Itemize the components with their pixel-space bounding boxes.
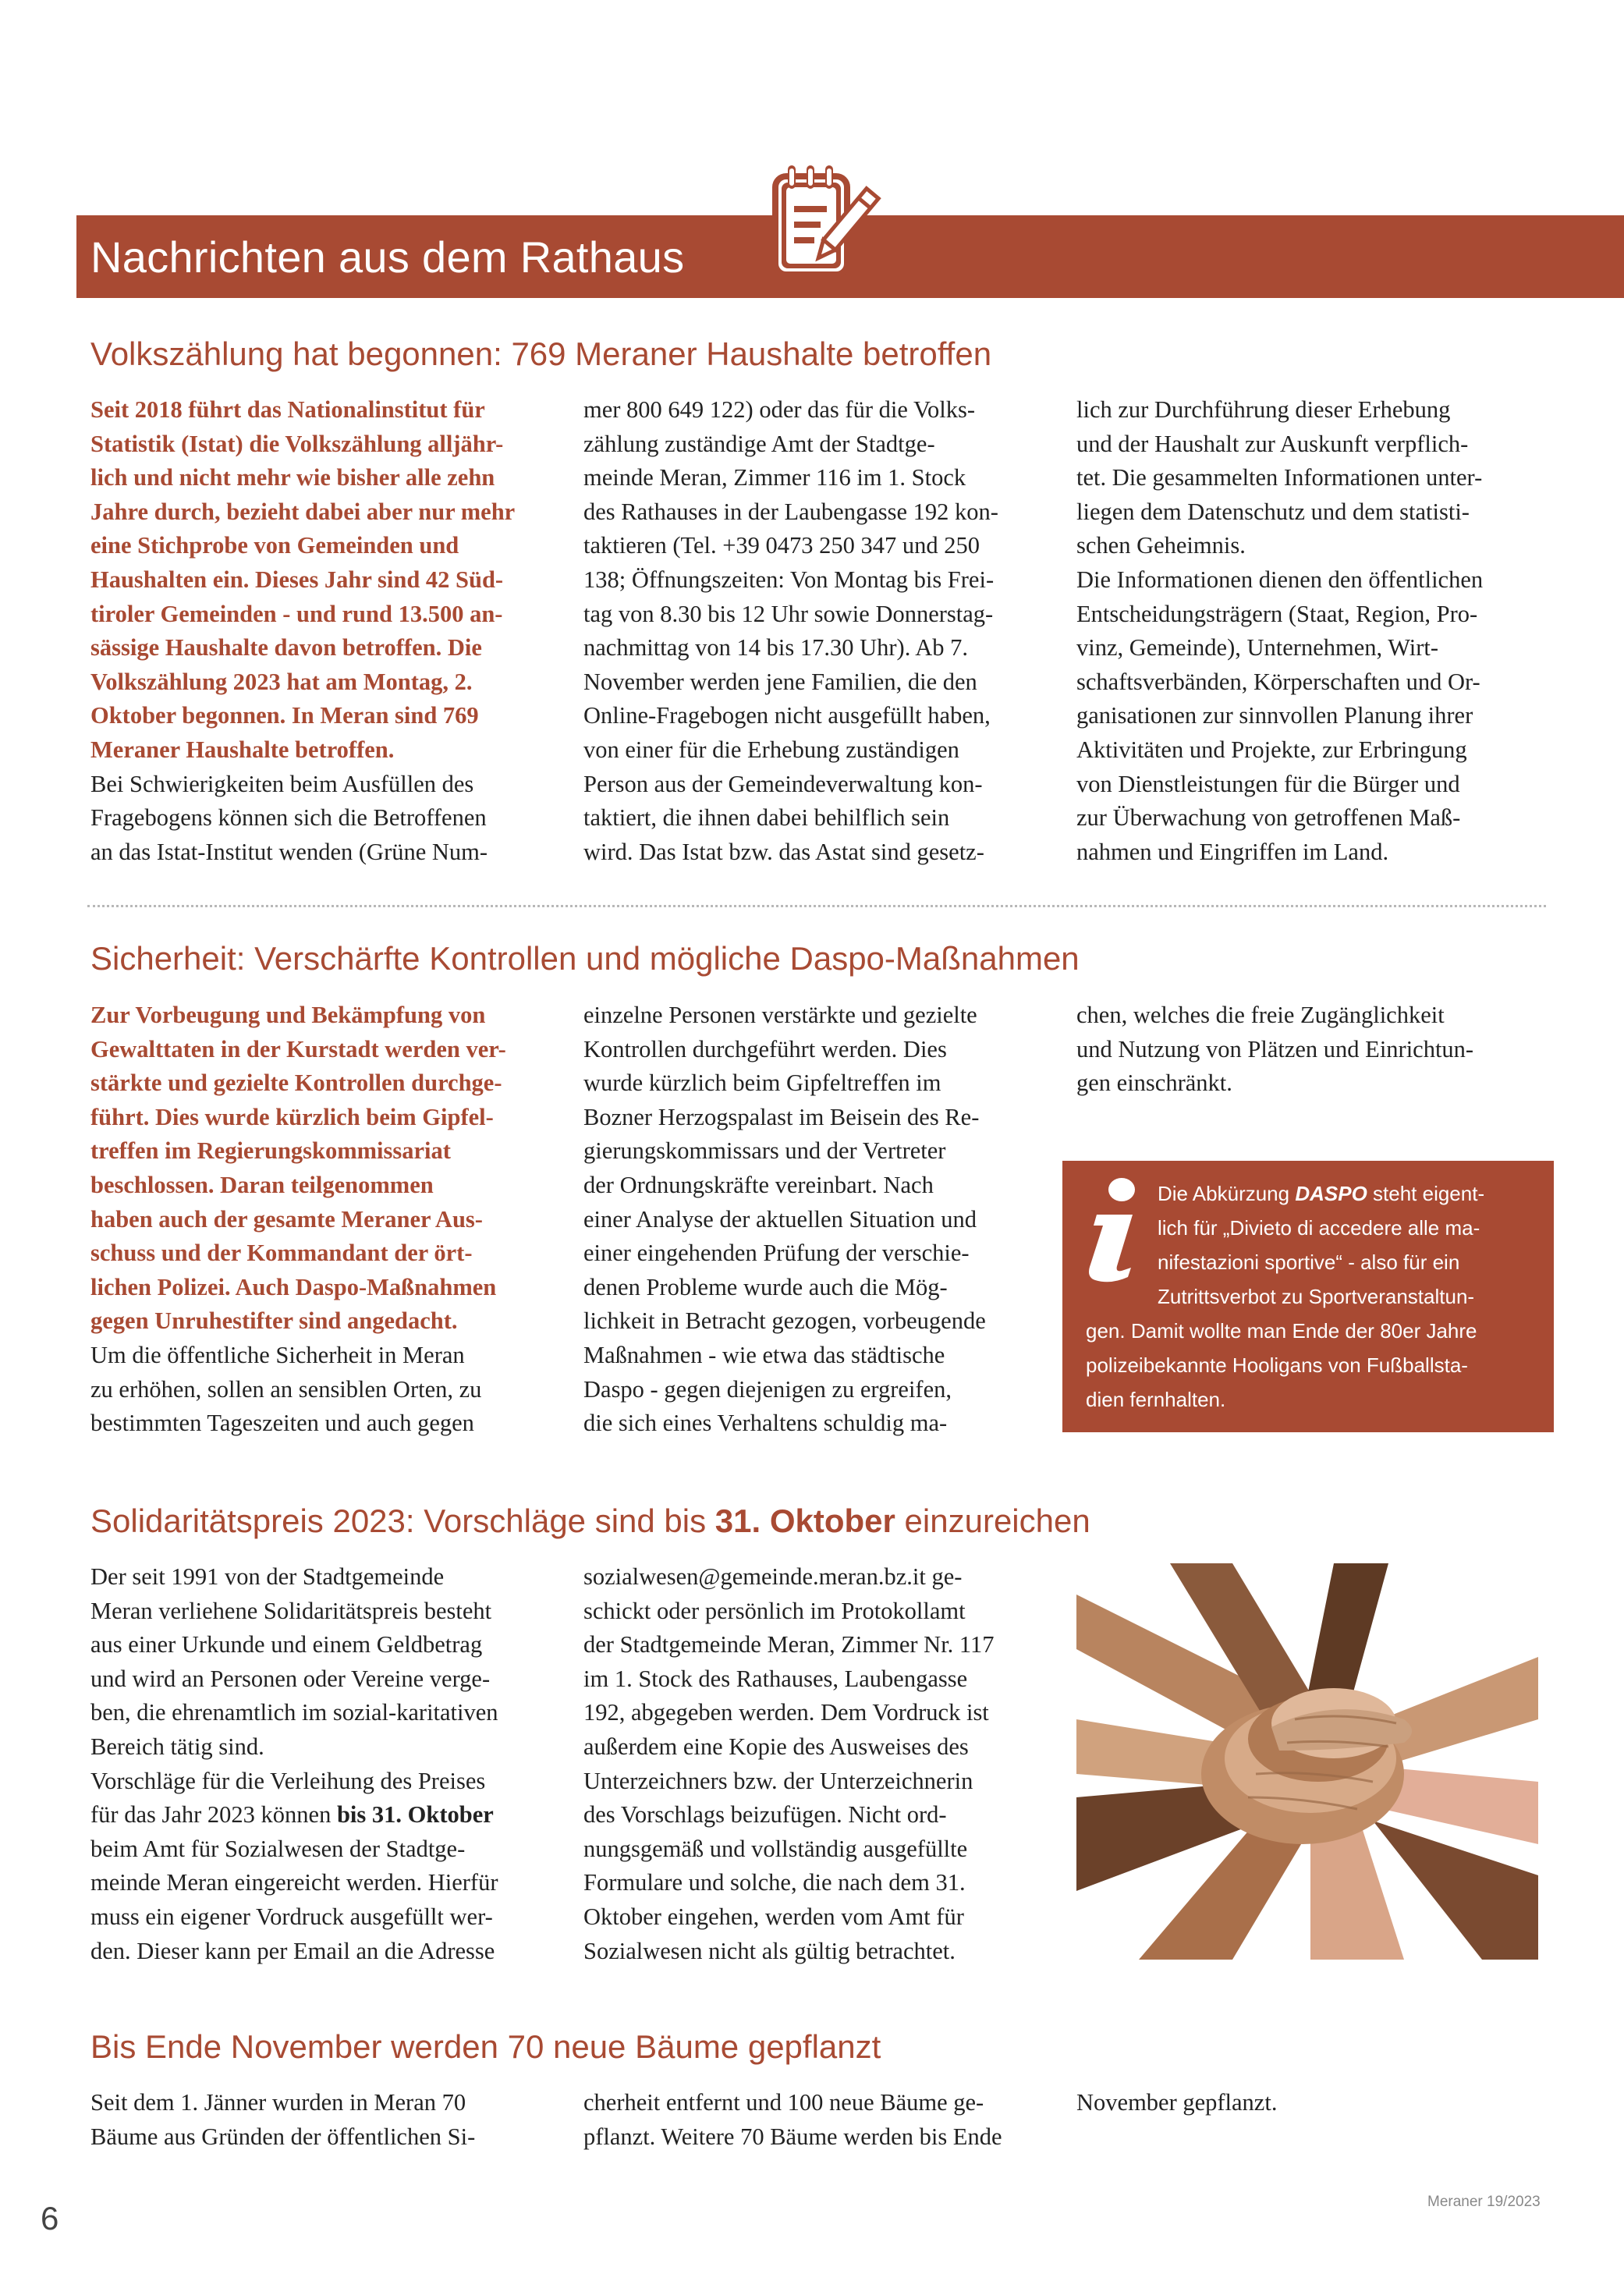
text-line: Haushalten ein. Dieses Jahr sind 42 Süd- — [90, 566, 504, 593]
text-line: Oktober begonnen. In Meran sind 769 — [90, 702, 479, 729]
text-line: wird. Das Istat bzw. das Astat sind gesetz- — [583, 838, 984, 865]
text-line: zur Überwachung von getroffenen Maß- — [1076, 804, 1461, 832]
text-line: gierungskommissars und der Vertreter — [583, 1137, 946, 1165]
text-line: einer eingehenden Prüfung der verschie- — [583, 1240, 970, 1267]
text-line: im 1. Stock des Rathauses, Laubengasse — [583, 1665, 968, 1692]
text-line: sozialwesen@gemeinde.meran.bz.it ge- — [583, 1563, 963, 1590]
text-line: von einer für die Erhebung zuständigen — [583, 736, 959, 763]
page-number: 6 — [41, 2200, 59, 2237]
text-line: Volkszählung 2023 hat am Montag, 2. — [90, 668, 473, 695]
text-line: des Rathauses in der Laubengasse 192 kon- — [583, 498, 998, 525]
daspo-abbreviation: DASPO — [1295, 1182, 1367, 1205]
text-line: gen einschränkt. — [1076, 1070, 1232, 1097]
text-line: lich zur Durchführung dieser Erhebung — [1076, 396, 1451, 423]
stacked-hands-photo — [1076, 1563, 1538, 1960]
text-line: bestimmten Tageszeiten und auch gegen — [90, 1410, 474, 1437]
text-line: lich für „Divieto di accedere alle ma- — [1158, 1216, 1480, 1240]
notepad-pen-icon — [764, 159, 881, 292]
article-column-1 — [90, 999, 558, 1441]
text-fragment: steht eigent- — [1367, 1182, 1485, 1205]
text-line: den. Dieser kann per Email an die Adresse — [90, 1937, 495, 1964]
text-line: Seit dem 1. Jänner wurden in Meran 70 — [90, 2089, 466, 2116]
info-i-icon — [1076, 1174, 1147, 1283]
section-title-solidaritaetspreis — [90, 1502, 1090, 1540]
text-line: Maßnahmen - wie etwa das städtische — [583, 1341, 945, 1368]
article-column-3 — [1076, 393, 1560, 869]
text-line: lichkeit in Betracht gezogen, vorbeugende — [583, 1307, 986, 1335]
text-line: Bozner Herzogspalast im Beisein des Re- — [583, 1103, 980, 1130]
text-line: außerdem eine Kopie des Ausweises des — [583, 1733, 969, 1760]
text-line: Zur Vorbeugung und Bekämpfung von — [90, 1002, 486, 1028]
text-line: treffen im Regierungskommissariat — [90, 1137, 451, 1165]
text-line: pflanzt. Weitere 70 Bäume werden bis Ende — [583, 2123, 1002, 2150]
text-line: und der Haushalt zur Auskunft verpflich- — [1076, 430, 1469, 457]
text-line: wurde kürzlich beim Gipfeltreffen im — [583, 1070, 941, 1097]
text-line: stärkte und gezielte Kontrollen durchge- — [90, 1070, 502, 1097]
article-column-3 — [1076, 999, 1560, 1101]
text-line: liegen dem Datenschutz und dem statisti- — [1076, 498, 1470, 525]
section-title-baeume: Bis Ende November werden 70 neue Bäume gepflanzt — [90, 2028, 881, 2065]
text-line: Meran verliehene Solidaritätspreis besteht — [90, 1597, 492, 1624]
article-column-2 — [583, 1560, 1051, 1968]
text-line: an das Istat-Institut wenden (Grüne Num- — [90, 838, 488, 865]
text-line: zu erhöhen, sollen an sensiblen Orten, zu — [90, 1375, 482, 1403]
text-line: Statistik (Istat) die Volkszählung alljähr- — [90, 430, 504, 457]
section-divider — [87, 905, 1546, 907]
text-line: Der seit 1991 von der Stadtgemeinde — [90, 1563, 445, 1590]
text-line: Jahre durch, bezieht dabei aber nur mehr — [90, 498, 516, 525]
article-column-2 — [583, 999, 1051, 1441]
text-line: Vorschläge für die Verleihung des Preises — [90, 1767, 486, 1794]
info-text-full — [1086, 1314, 1546, 1417]
text-line: aus einer Urkunde und einem Geldbetrag — [90, 1631, 483, 1658]
title-deadline: 31. Oktober — [714, 1502, 895, 1539]
text-line: eine Stichprobe von Gemeinden und — [90, 532, 459, 559]
text-line: tag von 8.30 bis 12 Uhr sowie Donnerstag- — [583, 600, 994, 627]
text-fragment: Die Abkürzung — [1158, 1182, 1296, 1205]
text-line: polizeibekannte Hooligans von Fußballsta- — [1086, 1353, 1468, 1377]
text-line: Bei Schwierigkeiten beim Ausfüllen des — [90, 770, 474, 797]
text-line: muss ein eigener Vordruck ausgefüllt wer- — [90, 1903, 493, 1930]
title-fragment: einzureichen — [895, 1502, 1090, 1539]
text-line: 192, abgegeben werden. Dem Vordruck ist — [583, 1699, 989, 1726]
text-line: Daspo - gegen diejenigen zu ergreifen, — [583, 1375, 952, 1403]
text-line: Die Informationen dienen den öffentlichen — [1076, 566, 1484, 593]
issue-label: Meraner 19/2023 — [1427, 2194, 1541, 2210]
text-line: der Stadtgemeinde Meran, Zimmer Nr. 117 — [583, 1631, 995, 1658]
text-line: 138; Öffnungszeiten: Von Montag bis Frei- — [583, 566, 995, 593]
text-line: Bäume aus Gründen der öffentlichen Si- — [90, 2123, 476, 2150]
text-line: einer Analyse der aktuellen Situation und — [583, 1205, 977, 1233]
text-line: Fragebogens können sich die Betroffenen — [90, 804, 487, 832]
text-line: und wird an Personen oder Vereine verge- — [90, 1665, 491, 1692]
text-line: Bereich tätig sind. — [90, 1733, 264, 1760]
text-line: die sich eines Verhaltens schuldig ma- — [583, 1410, 948, 1437]
text-line: Oktober eingehen, werden vom Amt für — [583, 1903, 964, 1930]
deadline-bold: bis 31. Oktober — [336, 1801, 494, 1829]
text-line: Entscheidungsträgern (Staat, Region, Pro- — [1076, 600, 1478, 627]
article-column-2 — [583, 393, 1051, 869]
text-line: sässige Haushalte davon betroffen. Die — [90, 634, 482, 662]
text-line: November gepflanzt. — [1076, 2089, 1278, 2116]
text-line: Zutrittsverbot zu Sportveranstaltun- — [1158, 1285, 1475, 1308]
text-line: Formulare und solche, die nach dem 31. — [583, 1869, 966, 1896]
text-line: Online-Fragebogen nicht ausgefüllt haben, — [583, 702, 991, 729]
text-line: vinz, Gemeinde), Unternehmen, Wirt- — [1076, 634, 1439, 662]
article-column-2 — [583, 2086, 1051, 2154]
article-column-1 — [90, 2086, 558, 2154]
text-line: Meraner Haushalte betroffen. — [90, 736, 395, 763]
text-line: schaftsverbänden, Körperschaften und Or- — [1076, 668, 1480, 695]
section-title-sicherheit: Sicherheit: Verschärfte Kontrollen und mögliche Daspo-Maßnahmen — [90, 940, 1080, 977]
text-line: November werden jene Familien, die den — [583, 668, 977, 695]
section-title-volkszaehlung: Volkszählung hat begonnen: 769 Meraner Haushalte betroffen — [90, 335, 992, 372]
text-line: schickt oder persönlich im Protokollamt — [583, 1597, 966, 1624]
text-line — [1158, 1176, 1548, 1211]
text-line: und Nutzung von Plätzen und Einrichtun- — [1076, 1035, 1474, 1062]
text-fragment: für das Jahr 2023 können — [90, 1801, 337, 1829]
text-line: einzelne Personen verstärkte und gezielte — [583, 1002, 977, 1028]
text-line: nifestazioni sportive“ - also für ein — [1158, 1250, 1460, 1274]
title-fragment: Solidaritätspreis 2023: Vorschläge sind bis — [90, 1502, 715, 1539]
article-column-1 — [90, 1560, 558, 1968]
text-line: cherheit entfernt und 100 neue Bäume ge- — [583, 2089, 984, 2116]
text-line: taktiert, die ihnen dabei behilflich sein — [583, 804, 950, 832]
text-line: Gewalttaten in der Kurstadt werden ver- — [90, 1035, 506, 1062]
text-line: zählung zuständige Amt der Stadtge- — [583, 430, 935, 457]
text-line: nungsgemäß und vollständig ausgefüllte — [583, 1835, 968, 1862]
text-line: Kontrollen durchgeführt werden. Dies — [583, 1035, 947, 1062]
text-line: Unterzeichners bzw. der Unterzeichnerin — [583, 1767, 973, 1794]
article-column-3 — [1076, 2086, 1544, 2120]
text-line: ben, die ehrenamtlich im sozial-karitativen — [90, 1699, 498, 1726]
text-line: nachmittag von 14 bis 17.30 Uhr). Ab 7. — [583, 634, 969, 662]
text-line: beschlossen. Daran teilgenommen — [90, 1171, 434, 1198]
text-line: nahmen und Eingriffen im Land. — [1076, 838, 1389, 865]
text-line: Person aus der Gemeindeverwaltung kon- — [583, 770, 983, 797]
text-line: gen. Damit wollte man Ende der 80er Jahre — [1086, 1319, 1477, 1343]
text-line: Um die öffentliche Sicherheit in Meran — [90, 1341, 465, 1368]
text-line: haben auch der gesamte Meraner Aus- — [90, 1205, 483, 1233]
text-line: von Dienstleistungen für die Bürger und — [1076, 770, 1460, 797]
text-line: gegen Unruhestifter sind angedacht. — [90, 1307, 458, 1335]
text-line: meinde Meran, Zimmer 116 im 1. Stock — [583, 464, 966, 491]
article-column-1 — [90, 393, 558, 869]
text-line: lich und nicht mehr wie bisher alle zehn — [90, 464, 495, 491]
text-line: mer 800 649 122) oder das für die Volks- — [583, 396, 976, 423]
text-line: beim Amt für Sozialwesen der Stadtge- — [90, 1835, 466, 1862]
text-line: tet. Die gesammelten Informationen unter- — [1076, 464, 1483, 491]
text-line: Sozialwesen nicht als gültig betrachtet. — [583, 1937, 956, 1964]
info-text-indented — [1158, 1176, 1548, 1314]
text-line: ganisationen zur sinnvollen Planung ihrer — [1076, 702, 1473, 729]
text-line: schen Geheimnis. — [1076, 532, 1246, 559]
text-line: Seit 2018 führt das Nationalinstitut für — [90, 396, 485, 423]
text-line: dien fernhalten. — [1086, 1388, 1226, 1411]
text-line: der Ordnungskräfte vereinbart. Nach — [583, 1171, 934, 1198]
text-line: denen Probleme wurde auch die Mög- — [583, 1273, 948, 1300]
text-line: tiroler Gemeinden - und rund 13.500 an- — [90, 600, 503, 627]
text-line: chen, welches die freie Zugänglichkeit — [1076, 1002, 1445, 1028]
text-line: taktieren (Tel. +39 0473 250 347 und 250 — [583, 532, 980, 559]
text-line: des Vorschlags beizufügen. Nicht ord- — [583, 1801, 947, 1829]
text-line: schuss und der Kommandant der ört- — [90, 1240, 473, 1267]
text-line — [90, 1798, 558, 1832]
text-line: meinde Meran eingereicht werden. Hierfür — [90, 1869, 498, 1896]
text-line: Aktivitäten und Projekte, zur Erbringung — [1076, 736, 1467, 763]
page-title: Nachrichten aus dem Rathaus — [90, 232, 685, 282]
text-line: führt. Dies wurde kürzlich beim Gipfel- — [90, 1103, 494, 1130]
text-line: lichen Polizei. Auch Daspo-Maßnahmen — [90, 1273, 497, 1300]
